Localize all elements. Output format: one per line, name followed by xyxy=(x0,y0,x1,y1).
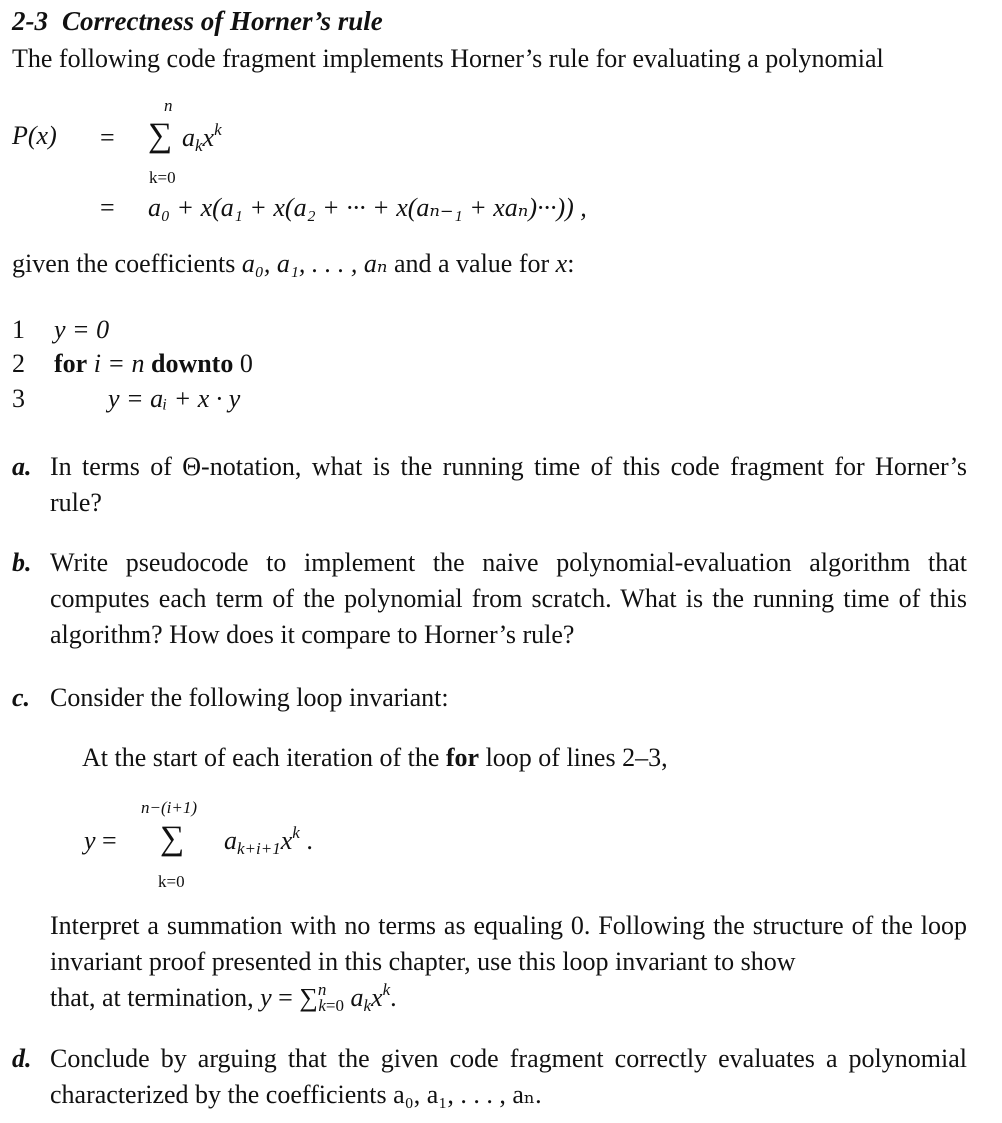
code-line-2: for i = n downto 0 xyxy=(54,349,253,378)
part-d-text: Conclude by arguing that the given code fragment correctly evaluates a polynomial characterized by the coefficients a₀, a₁, . . . , aₙ. xyxy=(50,1044,967,1109)
invariant-sum-upper: n−(i+1) xyxy=(141,798,197,817)
line-number: 1 xyxy=(12,315,25,344)
line-number: 2 xyxy=(12,349,25,378)
invariant-sum-body: $a_{k+i+1}x^k$ . xyxy=(224,823,313,858)
problem-title xyxy=(12,4,383,39)
code-line-1: y = 0 xyxy=(54,315,110,344)
part-b-text: Write pseudocode to implement the naive polynomial-evaluation algorithm that computes each term of the polynomial from scratch. What is the running time of this algorithm? How does it compare to Horner’s rule? xyxy=(50,548,967,649)
part-a-label: a. xyxy=(12,452,32,481)
invariant-statement: At the start of each iteration of the for loop of lines 2–3, xyxy=(82,743,668,772)
sum-sigma: ∑ xyxy=(148,117,173,154)
sum-lower-limit: k=0 xyxy=(149,168,176,187)
given-line: given the coefficients a₀, a₁, . . . , aₙ and a value for x: xyxy=(12,249,575,278)
line-number: 3 xyxy=(12,384,25,413)
sum-upper-limit: n xyxy=(164,96,173,115)
sum-body: $a_kx^k$ xyxy=(182,120,222,155)
part-c-label: c. xyxy=(12,683,31,712)
part-a-text: In terms of Θ-notation, what is the running time of this code fragment for Horner’s rule? xyxy=(50,452,967,517)
termination-line: that, at termination, y = ∑$^n_{k=0}$ $a_kx^k$. xyxy=(50,980,397,1015)
part-c-text: Consider the following loop invariant: xyxy=(50,683,449,712)
invariant-sigma: ∑ xyxy=(160,820,185,857)
invariant-sum-lower: k=0 xyxy=(158,872,185,891)
part-d-label: d. xyxy=(12,1044,32,1073)
invariant-y: y = xyxy=(84,826,117,855)
horner-expansion: a₀ + x(a₁ + x(a₂ + ··· + x(aₙ₋₁ + xaₙ)···)) , xyxy=(148,193,587,222)
problem-number: 2-3 xyxy=(12,6,48,36)
part-c-interpret: Interpret a summation with no terms as equaling 0. Following the structure of the loop invariant proof presented in this chapter, use this loop invariant to show xyxy=(50,911,967,976)
eq-lhs: P(x) xyxy=(12,121,57,150)
problem-title-text: Correctness of Horner’s rule xyxy=(62,6,383,36)
part-b-label: b. xyxy=(12,548,32,577)
code-line-3: y = aᵢ + x · y xyxy=(108,384,241,413)
eq-equals-2: = xyxy=(100,193,115,222)
intro-text: The following code fragment implements Horner’s rule for evaluating a polynomial xyxy=(12,44,884,73)
eq-equals-1: = xyxy=(100,123,115,152)
